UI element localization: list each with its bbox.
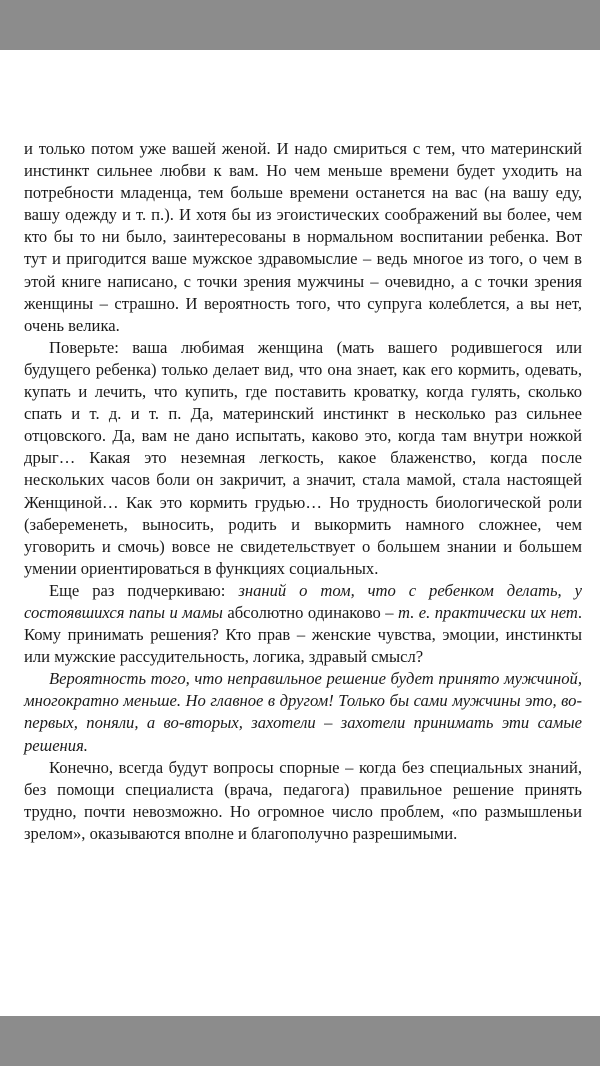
bottom-toolbar-bar bbox=[0, 1016, 600, 1066]
paragraph-4-italic bbox=[24, 668, 582, 756]
paragraph-3-text-b: абсолютно одинаково – bbox=[222, 602, 399, 622]
paragraph-2: Поверьте: ваша любимая женщина (мать вашего родившегося или будущего ребенка) только делает вид, что она знает, как его кормить, одевать, купать и лечить, что купить, где поставить кроватку, когда гулять, сколько спать и т. д. и т. п. Да, материнский инстинкт в несколько раз сильнее отцовского. Да, вам не дано испытать, каково это, когда там внутри ножкой дрыг… Какая это неземная легкость, какое блаженство, когда после нескольких часов боли он закричит, а значит, стала мамой, стала настоящей Женщиной… Как это кормить грудью… Но трудность биологической роли (забеременеть, выносить, родить и выкормить намного сложнее, чем уговорить и смочь) вовсе не свидетельствует о большем знании и большем умении ориентироваться в функциях социальных. bbox=[24, 337, 582, 578]
paragraph-4-text: Вероятность того, что неправильное решение будет принято мужчиной, многократно меньше. Но главное в другом! Только бы сами мужчины это, во-первых, поняли, а во-вторых, захотели – захотели принимать эти самые решения. bbox=[24, 669, 582, 755]
paragraph-3-italic-b: т. е. практически их нет bbox=[398, 602, 578, 622]
page-text bbox=[24, 138, 582, 845]
paragraph-3-italic-a: знаний о том, что с ребенком делать, у состоявшихся папы и мамы bbox=[24, 580, 582, 622]
paragraph-3-text-a: Еще раз подчеркиваю: bbox=[49, 580, 239, 600]
paragraph-3 bbox=[24, 580, 582, 668]
paragraph-5: Конечно, всегда будут вопросы спорные – когда без специальных знаний, без помощи специалиста (врача, педагога) правильное решение принять трудно, почти невозможно. Но огромное число проблем, «по размышленьи зрелом», оказываются вполне и благополучно разрешимыми. bbox=[24, 757, 582, 843]
paragraph-1: и только потом уже вашей женой. И надо смириться с тем, что материнский инстинкт сильнее любви к вам. Но чем меньше времени будет уходить на потребности младенца, тем больше времени останется на вас (на вашу еду, вашу одежду и т. п.). И хотя бы из эгоистических соображений вы более, чем кто бы то ни было, заинтересованы в нормальном воспитании ребенка. Вот тут и пригодится ваше мужское здравомыслие – ведь многое из того, о чем в этой книге написано, с точки зрения мужчины – очевидно, а с точки зрения женщины – страшно. И вероятность того, что супруга колеблется, а вы нет, очень велика. bbox=[24, 139, 582, 335]
paragraph-3-text-c: . Кому принимать решения? Кто прав – женские чувства, эмоции, инстинкты или мужские рассудительность, логика, здравый смысл? bbox=[24, 602, 582, 667]
top-toolbar-bar bbox=[0, 0, 600, 50]
